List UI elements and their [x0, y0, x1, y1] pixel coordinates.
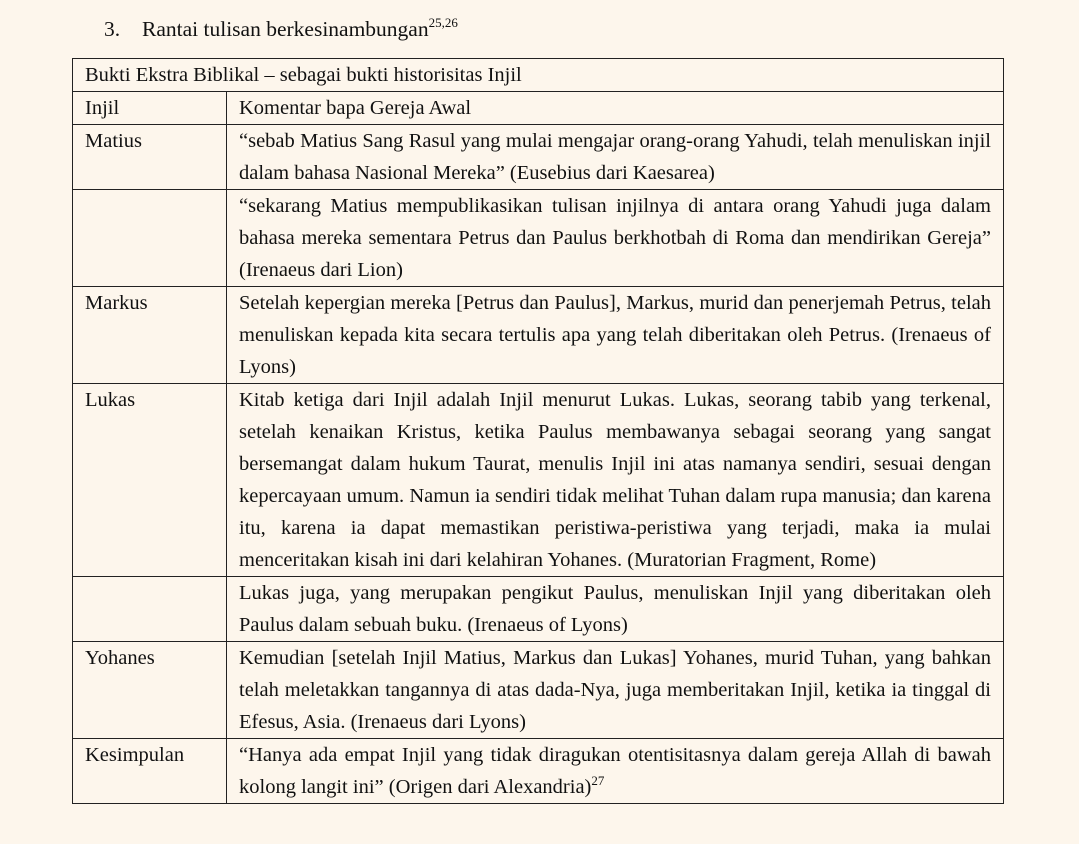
table-row — [73, 384, 1004, 577]
row-comment: “sekarang Matius mempublikasikan tulisan injilnya di antara orang Yahudi juga dalam bahasa mereka sementara Petrus dan Paulus berkhotbah di Roma dan mendirikan Gereja” (Irenaeus dari Lion) — [227, 190, 1004, 287]
row-comment: Lukas juga, yang merupakan pengikut Paulus, menuliskan Injil yang diberitakan oleh Paulus dalam sebuah buku. (Irenaeus of Lyons) — [227, 577, 1004, 642]
table-row — [73, 190, 1004, 287]
row-label: Markus — [73, 287, 227, 384]
column-header-comment: Komentar bapa Gereja Awal — [227, 92, 1004, 125]
row-comment: “sebab Matius Sang Rasul yang mulai mengajar orang-orang Yahudi, telah menuliskan injil dalam bahasa Nasional Mereka” (Eusebius dari Kaesarea) — [227, 125, 1004, 190]
row-comment: Kemudian [setelah Injil Matius, Markus dan Lukas] Yohanes, murid Tuhan, yang bahkan telah meletakkan tangannya di atas dada-Nya, juga memberitakan Injil, ketika ia tinggal di Efesus, Asia. (Irenaeus dari Lyons) — [227, 642, 1004, 739]
row-comment: Kitab ketiga dari Injil adalah Injil menurut Lukas. Lukas, seorang tabib yang terkenal, setelah kenaikan Kristus, ketika Paulus membawanya sebagai seorang yang sangat bersemangat dalam hukum Taurat, menulis Injil ini atas namanya sendiri, sesuai dengan kepercayaan umum. Namun ia sendiri tidak melihat Tuhan dalam rupa manusia; dan karena itu, karena ia dapat memastikan peristiwa-peristiwa yang terjadi, maka ia mulai menceritakan kisah ini dari kelahiran Yohanes. (Muratorian Fragment, Rome) — [227, 384, 1004, 577]
table-row — [73, 125, 1004, 190]
table-row — [73, 577, 1004, 642]
row-label: Kesimpulan — [73, 739, 227, 804]
table-row — [73, 739, 1004, 804]
section-number: 3. — [104, 17, 121, 41]
evidence-table — [72, 58, 1004, 804]
table-title-row — [73, 59, 1004, 92]
row-comment: Setelah kepergian mereka [Petrus dan Paulus], Markus, murid dan penerjemah Petrus, telah menuliskan kepada kita secara tertulis apa yang telah diberitakan oleh Petrus. (Irenaeus of Lyons) — [227, 287, 1004, 384]
conclusion-footnote-ref: 27 — [591, 773, 605, 788]
section-title: Rantai tulisan berkesinambungan — [142, 17, 429, 41]
table-header-row — [73, 92, 1004, 125]
table-row — [73, 287, 1004, 384]
row-label — [73, 190, 227, 287]
conclusion-text: “Hanya ada empat Injil yang tidak diragukan otentisitasnya dalam gereja Allah di bawah kolong langit ini” (Origen dari Alexandria) — [239, 744, 991, 798]
row-comment-conclusion — [227, 739, 1004, 804]
table-row — [73, 642, 1004, 739]
row-label: Matius — [73, 125, 227, 190]
row-label: Lukas — [73, 384, 227, 577]
section-heading — [104, 14, 458, 44]
column-header-gospel: Injil — [73, 92, 227, 125]
row-label — [73, 577, 227, 642]
heading-footnote-ref: 25,26 — [428, 15, 458, 30]
table-title: Bukti Ekstra Biblikal – sebagai bukti historisitas Injil — [73, 59, 1004, 92]
row-label: Yohanes — [73, 642, 227, 739]
